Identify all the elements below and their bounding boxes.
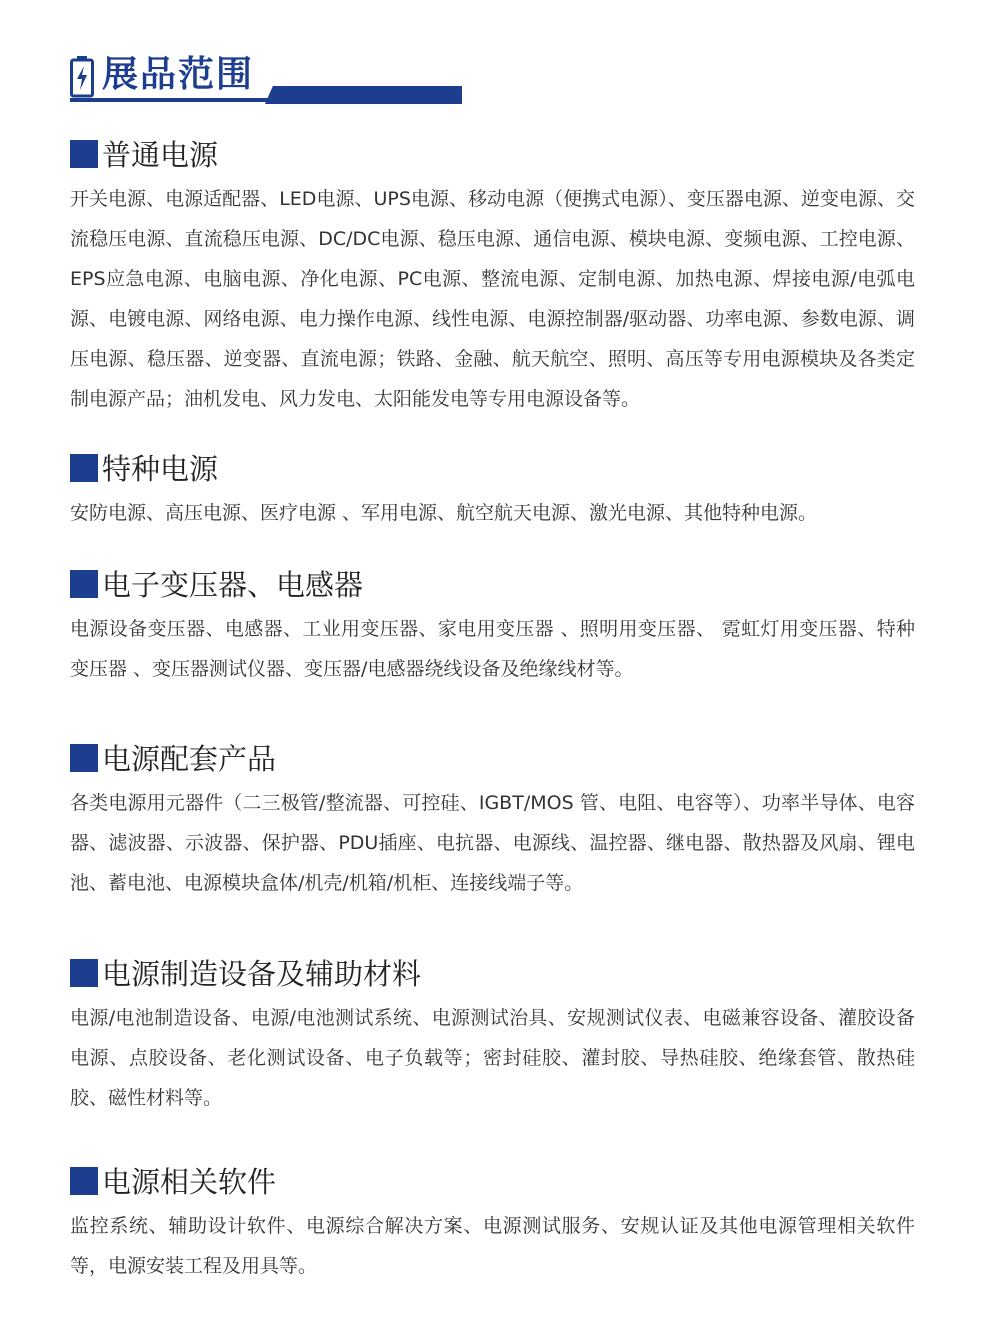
section-title: 普通电源 <box>102 138 219 172</box>
heading-square-marker <box>70 744 98 772</box>
header-underline <box>70 98 270 102</box>
section-special-power <box>70 450 915 533</box>
section-title: 电源相关软件 <box>102 1165 277 1199</box>
section-general-power <box>70 136 915 419</box>
section-heading <box>70 1163 915 1203</box>
section-title: 电源制造设备及辅助材料 <box>102 957 422 991</box>
heading-square-marker <box>70 140 98 168</box>
page-header <box>70 52 470 106</box>
heading-square-marker <box>70 959 98 987</box>
section-heading <box>70 955 915 995</box>
heading-square-marker <box>70 1167 98 1195</box>
section-heading <box>70 566 915 606</box>
section-title: 特种电源 <box>102 452 219 486</box>
section-accessories <box>70 740 915 903</box>
section-transformers <box>70 566 915 689</box>
battery-icon <box>70 56 94 98</box>
section-software <box>70 1163 915 1286</box>
section-heading <box>70 136 915 176</box>
page-title: 展品范围 <box>102 54 255 95</box>
section-body: 电源设备变压器、电感器、工业用变压器、家电用变压器 、照明用变压器、 霓虹灯用变压器、特种变压器 、变压器测试仪器、变压器/电感器绕线设备及绝缘线材等。 <box>70 618 915 680</box>
section-body: 安防电源、高压电源、医疗电源 、军用电源、航空航天电源、激光电源、其他特种电源。 <box>70 502 818 524</box>
section-manufacturing <box>70 955 915 1118</box>
section-body: 各类电源用元器件（二三极管/整流器、可控硅、IGBT/MOS 管、电阻、电容等）、功率半导体、电容器、滤波器、示波器、保护器、PDU插座、电抗器、电源线、温控器、继电器、散热器及风扇、锂电池、蓄电池、电源模块盒体/机壳/机箱/机柜、连接线端子等。 <box>70 792 915 894</box>
section-title: 电子变压器、电感器 <box>102 568 364 602</box>
heading-square-marker <box>70 454 98 482</box>
heading-square-marker <box>70 570 98 598</box>
section-heading <box>70 740 915 780</box>
header-accent-bar <box>265 86 462 104</box>
section-body: 监控系统、辅助设计软件、电源综合解决方案、电源测试服务、安规认证及其他电源管理相关软件等，电源安装工程及用具等。 <box>70 1215 915 1277</box>
section-body: 电源/电池制造设备、电源/电池测试系统、电源测试治具、安规测试仪表、电磁兼容设备、灌胶设备电源、点胶设备、老化测试设备、电子负载等；密封硅胶、灌封胶、导热硅胶、绝缘套管、散热硅胶、磁性材料等。 <box>70 1007 915 1109</box>
section-title: 电源配套产品 <box>102 742 277 776</box>
section-heading <box>70 450 915 490</box>
section-body: 开关电源、电源适配器、LED电源、UPS电源、移动电源（便携式电源）、变压器电源、逆变电源、交流稳压电源、直流稳压电源、DC/DC电源、稳压电源、通信电源、模块电源、变频电源、工控电源、EPS应急电源、电脑电源、净化电源、PC电源、整流电源、定制电源、加热电源、焊接电源/电弧电源、电镀电源、网络电源、电力操作电源、线性电源、电源控制器/驱动器、功率电源、参数电源、调压电源、稳压器、逆变器、直流电源；铁路、金融、航天航空、照明、高压等专用电源模块及各类定制电源产品；油机发电、风力发电、太阳能发电等专用电源设备等。 <box>70 188 915 410</box>
